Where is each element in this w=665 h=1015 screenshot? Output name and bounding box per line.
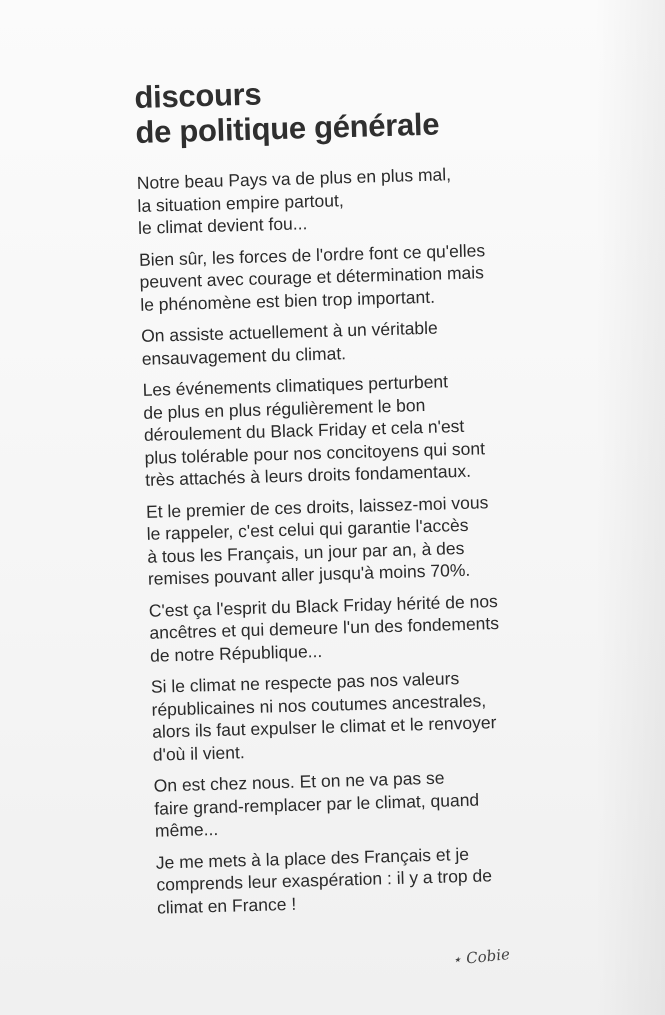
text-line: climat en France !	[156, 893, 297, 918]
text-line: alors ils faut expulser le climat et le renvoyer	[151, 712, 497, 742]
paragraph-2	[139, 237, 551, 316]
paragraph-3	[141, 313, 552, 369]
paragraph-7	[151, 664, 563, 765]
text-line: le rappeler, c'est celui qui garantie l'accès	[146, 514, 469, 544]
text-line: le phénomène est bien trop important.	[139, 286, 436, 315]
text-line: très attachés à leurs droits fondamentaux.	[144, 460, 472, 490]
paragraph-9	[156, 840, 568, 919]
text-line: même...	[154, 818, 219, 841]
text-line: Et le premier de ces droits, laissez-moi vous	[145, 491, 489, 522]
paragraph-4	[142, 367, 555, 491]
text-line: Bien sûr, les forces de l'ordre font ce qu'elles	[138, 239, 486, 270]
document-title	[134, 69, 546, 150]
text-line: comprends leur exaspération : il y a trop de	[156, 865, 493, 895]
text-line: On assiste actuellement à un véritable	[140, 317, 439, 346]
text-line: d'où il vient.	[152, 741, 245, 765]
text-line: Les événements climatiques perturbent	[142, 371, 449, 400]
paragraph-5	[146, 489, 558, 590]
document-page	[134, 69, 568, 928]
text-line: déroulement du Black Friday et cela n'est	[143, 415, 465, 445]
text-line: ancêtres et qui demeure l'un des fondements	[149, 613, 500, 643]
text-line: la situation empire partout,	[137, 189, 344, 216]
text-line: peuvent avec courage et détermination mais	[139, 262, 485, 292]
text-line: de plus en plus régulièrement le bon	[143, 394, 426, 423]
title-line-2: de politique générale	[134, 106, 440, 150]
paragraph-1	[137, 161, 549, 240]
text-line: républicaines ni nos coutumes ancestrales,	[151, 689, 487, 720]
text-line: le climat devient fou...	[137, 213, 308, 238]
text-line: C'est ça l'esprit du Black Friday hérité de nos	[148, 590, 499, 621]
text-line: Je me mets à la place des Français et je	[155, 843, 470, 873]
text-line: à tous les Français, un jour par an, à des	[147, 537, 465, 567]
text-line: de notre République...	[149, 640, 323, 666]
text-line: plus tolérable pour nos concitoyens qui sont	[144, 437, 486, 468]
text-line: remises pouvant aller jusqu'à moins 70%.	[147, 559, 471, 589]
text-line: Notre beau Pays va de plus en plus mal,	[136, 164, 452, 193]
text-line: On est chez nous. Et on ne va pas se	[153, 767, 445, 796]
paper-shadow	[595, 0, 665, 1015]
text-line: faire grand-remplacer par le climat, quand	[154, 789, 480, 819]
text-line: Si le climat ne respecte pas nos valeurs	[150, 668, 460, 697]
author-signature: ⋆ Cobie	[451, 945, 511, 969]
paragraph-6	[149, 588, 561, 667]
title-line-1: discours	[134, 76, 262, 115]
text-line: ensauvagement du climat.	[141, 342, 347, 369]
paragraph-8	[153, 763, 565, 842]
